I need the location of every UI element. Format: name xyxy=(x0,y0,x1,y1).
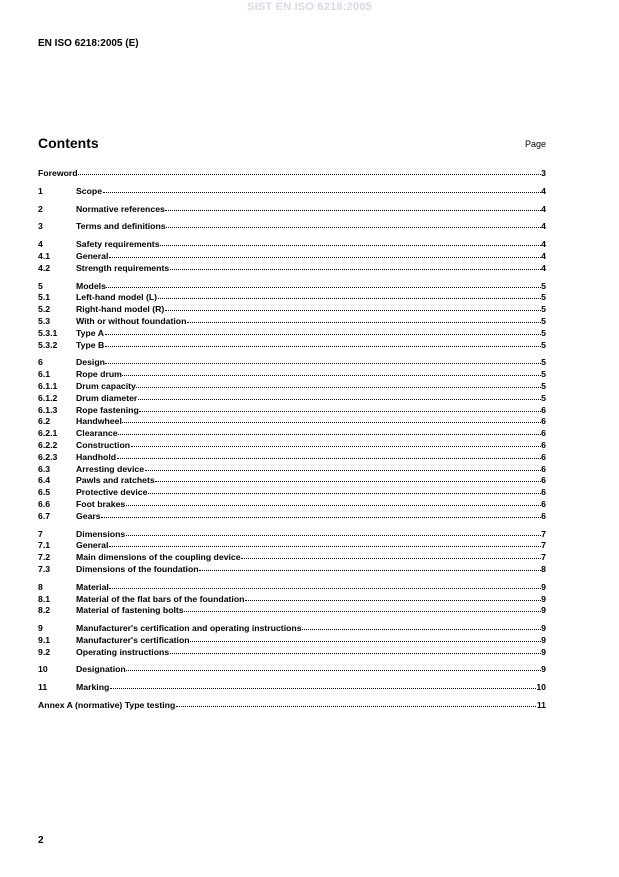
toc-entry-number: 10 xyxy=(38,664,48,675)
toc-entry-title: Strength requirements xyxy=(76,262,170,273)
toc-entry-number: 6.4 xyxy=(38,475,51,486)
toc-entry-number: 6.3 xyxy=(38,463,51,474)
toc-entry-number: 6.6 xyxy=(38,498,51,509)
toc-entry-number: 6.1 xyxy=(38,369,51,380)
toc-group xyxy=(38,623,546,658)
toc-entry-number: 6.7 xyxy=(38,510,51,521)
toc-entry-page: 5 xyxy=(541,280,546,291)
toc-entry-page: 6 xyxy=(541,498,546,509)
toc-entry-title: Handhold xyxy=(76,451,117,462)
toc-entry-number: 5.3 xyxy=(38,315,51,326)
toc-group xyxy=(38,221,546,233)
toc-entry-page: 8 xyxy=(541,563,546,574)
dot-leader xyxy=(170,268,541,270)
dot-leader xyxy=(176,705,537,707)
toc-entry-page: 5 xyxy=(541,369,546,380)
toc-entry-title: With or without foundation xyxy=(76,315,187,326)
toc-entry-page: 9 xyxy=(541,581,546,592)
toc-entry[interactable] xyxy=(38,168,546,180)
toc-entry-title: Dimensions of the foundation xyxy=(76,563,199,574)
toc-entry-number: 5.3.2 xyxy=(38,339,58,350)
toc-entry-number: 6.1.2 xyxy=(38,392,58,403)
toc-entry-title: Type B xyxy=(76,339,105,350)
toc-entry-page: 4 xyxy=(541,221,546,232)
dot-leader xyxy=(187,321,541,323)
toc-entry[interactable] xyxy=(38,304,546,316)
toc-entry-page: 6 xyxy=(541,510,546,521)
toc-entry[interactable] xyxy=(38,440,546,452)
toc-entry[interactable] xyxy=(38,647,546,659)
toc-entry-page: 10 xyxy=(536,682,546,693)
toc-entry-number: 4 xyxy=(38,239,43,250)
toc-entry-number: 5.1 xyxy=(38,292,51,303)
toc-entry-title: Gears xyxy=(76,510,101,521)
toc-group xyxy=(38,168,546,180)
toc-entry-page: 4 xyxy=(541,250,546,261)
document-id: EN ISO 6218:2005 (E) xyxy=(38,38,139,49)
toc-entry[interactable] xyxy=(38,664,546,676)
toc-entry-page: 5 xyxy=(541,292,546,303)
toc-entry-title: Type A xyxy=(76,327,104,338)
toc-entry-number: 9.2 xyxy=(38,646,51,657)
page-number: 2 xyxy=(38,835,44,846)
dot-leader xyxy=(122,374,540,376)
toc-group xyxy=(38,204,546,216)
toc-entry-page: 5 xyxy=(541,327,546,338)
toc-entry-title: Construction xyxy=(76,439,131,450)
toc-entry[interactable] xyxy=(38,475,546,487)
toc-entry[interactable] xyxy=(38,186,546,198)
toc-entry-page: 5 xyxy=(541,315,546,326)
toc-entry-title: General xyxy=(76,540,109,551)
toc-entry-title: Normative references xyxy=(76,203,165,214)
toc-entry-page: 7 xyxy=(541,540,546,551)
toc-entry-page: 6 xyxy=(541,416,546,427)
dot-leader xyxy=(148,492,541,494)
dot-leader xyxy=(126,504,541,506)
dot-leader xyxy=(110,687,536,689)
toc-group xyxy=(38,357,546,522)
toc-entry-page: 6 xyxy=(541,439,546,450)
toc-entry[interactable] xyxy=(38,529,546,541)
toc-entry[interactable] xyxy=(38,263,546,275)
toc-entry-number: 9.1 xyxy=(38,634,51,645)
toc-entry[interactable] xyxy=(38,292,546,304)
dot-leader xyxy=(138,398,541,400)
toc-entry[interactable] xyxy=(38,464,546,476)
toc-entry-title: Clearance xyxy=(76,428,118,439)
dot-leader xyxy=(101,516,541,518)
dot-leader xyxy=(241,557,541,559)
toc-entry[interactable] xyxy=(38,499,546,511)
toc-entry-title: Design xyxy=(76,357,105,368)
toc-entry-number: 1 xyxy=(38,185,43,196)
toc-entry[interactable] xyxy=(38,369,546,381)
toc-entry[interactable] xyxy=(38,204,546,216)
toc-entry-number: 3 xyxy=(38,221,43,232)
toc-entry-number: 7.2 xyxy=(38,552,51,563)
toc-group xyxy=(38,186,546,198)
toc-entry-title: Safety requirements xyxy=(76,239,160,250)
dot-leader xyxy=(166,226,541,228)
toc-entry-page: 9 xyxy=(541,664,546,675)
toc-entry-title: Rope drum xyxy=(76,369,122,380)
toc-entry[interactable] xyxy=(38,281,546,293)
toc-entry-number: 6 xyxy=(38,357,43,368)
toc-entry-title: Dimensions xyxy=(76,528,126,539)
toc-entry[interactable] xyxy=(38,511,546,523)
dot-leader xyxy=(118,433,541,435)
toc-entry-title: Manufacturer's certification and operating instructions xyxy=(76,623,302,634)
dot-leader xyxy=(126,669,540,671)
dot-leader xyxy=(145,469,541,471)
toc-entry-number: 5.2 xyxy=(38,304,51,315)
toc-entry[interactable] xyxy=(38,452,546,464)
toc-entry[interactable] xyxy=(38,623,546,635)
toc-entry[interactable] xyxy=(38,487,546,499)
dot-leader xyxy=(245,599,541,601)
toc-entry[interactable] xyxy=(38,328,546,340)
toc-entry[interactable] xyxy=(38,552,546,564)
toc-entry-page: 4 xyxy=(541,203,546,214)
toc-entry-title: Right-hand model (R) xyxy=(76,304,165,315)
toc-entry[interactable] xyxy=(38,405,546,417)
toc-entry-page: 6 xyxy=(541,451,546,462)
dot-leader xyxy=(199,569,541,571)
toc-entry[interactable] xyxy=(38,635,546,647)
toc-entry-page: 6 xyxy=(541,487,546,498)
toc-entry-page: 9 xyxy=(541,593,546,604)
toc-entry-page: 6 xyxy=(541,475,546,486)
toc-entry-title: Rope fastening xyxy=(76,404,139,415)
toc-entry-title: Main dimensions of the coupling device xyxy=(76,552,241,563)
toc-entry-page: 4 xyxy=(541,239,546,250)
toc-entry-title: Manufacturer's certification xyxy=(76,634,190,645)
toc-entry[interactable] xyxy=(38,605,546,617)
toc-entry-title: Models xyxy=(76,280,106,291)
toc-entry[interactable] xyxy=(38,239,546,251)
toc-entry-page: 6 xyxy=(541,404,546,415)
dot-leader xyxy=(136,386,540,388)
toc-entry-number: 6.2.3 xyxy=(38,451,58,462)
toc-entry-page: 5 xyxy=(541,304,546,315)
toc-entry[interactable] xyxy=(38,594,546,606)
toc-entry-page: 6 xyxy=(541,463,546,474)
toc-entry-title: Scope xyxy=(76,185,103,196)
toc-entry-page: 7 xyxy=(541,552,546,563)
dot-leader xyxy=(155,480,540,482)
toc-entry[interactable] xyxy=(38,393,546,405)
toc-entry-title: Material of the flat bars of the foundation xyxy=(76,593,245,604)
dot-leader xyxy=(122,421,540,423)
toc-entry-title: Material xyxy=(76,581,109,592)
toc-entry-title: Handwheel xyxy=(76,416,122,427)
toc-entry-number: 7.3 xyxy=(38,563,51,574)
dot-leader xyxy=(109,545,541,547)
dot-leader xyxy=(158,297,541,299)
toc-entry[interactable] xyxy=(38,340,546,352)
toc-entry-page: 5 xyxy=(541,357,546,368)
toc-entry-number: 6.2.2 xyxy=(38,439,58,450)
toc-entry-page: 3 xyxy=(541,168,546,178)
toc-entry[interactable] xyxy=(38,564,546,576)
toc-group xyxy=(38,700,546,712)
toc-entry-title: General xyxy=(76,250,109,261)
toc-group xyxy=(38,239,546,274)
toc-entry-page: 5 xyxy=(541,392,546,403)
dot-leader xyxy=(78,173,541,175)
toc-entry-title: Terms and definitions xyxy=(76,221,166,232)
toc-entry[interactable] xyxy=(38,381,546,393)
dot-leader xyxy=(160,244,541,246)
dot-leader xyxy=(109,256,541,258)
toc-entry-page: 9 xyxy=(541,646,546,657)
toc-entry-page: 9 xyxy=(541,605,546,616)
toc-entry-number: 8 xyxy=(38,581,43,592)
toc-entry-page: 5 xyxy=(541,339,546,350)
toc-group xyxy=(38,281,546,352)
toc-entry-page: 9 xyxy=(541,623,546,634)
watermark: SIST EN ISO 6218:2005 xyxy=(247,1,372,13)
toc-entry-title: Marking xyxy=(76,682,110,693)
toc-entry[interactable] xyxy=(38,416,546,428)
toc-entry[interactable] xyxy=(38,682,546,694)
dot-leader xyxy=(165,209,540,211)
table-of-contents xyxy=(38,168,546,718)
toc-entry-title: Operating instructions xyxy=(76,646,170,657)
toc-entry-title: Designation xyxy=(76,664,126,675)
toc-entry-number: 6.2 xyxy=(38,416,51,427)
toc-entry-page: 9 xyxy=(541,634,546,645)
toc-entry[interactable] xyxy=(38,700,546,712)
toc-entry-title: Drum capacity xyxy=(76,380,136,391)
toc-entry-page: 7 xyxy=(541,528,546,539)
toc-entry-title: Foreword xyxy=(38,168,78,178)
toc-entry-number: 8.1 xyxy=(38,593,51,604)
toc-entry-number: 7.1 xyxy=(38,540,51,551)
dot-leader xyxy=(131,445,541,447)
dot-leader xyxy=(105,333,541,335)
toc-entry-title: Drum diameter xyxy=(76,392,138,403)
toc-entry-title: Material of fastening bolts xyxy=(76,605,184,616)
toc-entry[interactable] xyxy=(38,251,546,263)
toc-entry-title: Arresting device xyxy=(76,463,145,474)
toc-entry-page: 6 xyxy=(541,428,546,439)
toc-entry-title: Annex A (normative) Type testing xyxy=(38,700,176,711)
toc-entry-title: Left-hand model (L) xyxy=(76,292,158,303)
toc-entry-number: 4.2 xyxy=(38,262,51,273)
toc-entry-page: 11 xyxy=(536,700,546,711)
toc-group xyxy=(38,664,546,676)
dot-leader xyxy=(105,345,541,347)
toc-entry-number: 9 xyxy=(38,623,43,634)
toc-entry[interactable] xyxy=(38,428,546,440)
toc-group xyxy=(38,582,546,617)
page-column-heading: Page xyxy=(524,139,546,149)
dot-leader xyxy=(165,309,541,311)
dot-leader xyxy=(190,640,541,642)
toc-entry[interactable] xyxy=(38,357,546,369)
toc-entry-number: 11 xyxy=(38,682,48,693)
toc-entry-number: 6.2.1 xyxy=(38,428,58,439)
dot-leader xyxy=(302,628,541,630)
toc-group xyxy=(38,529,546,576)
toc-entry-page: 4 xyxy=(541,185,546,196)
toc-entry-number: 5 xyxy=(38,280,43,291)
toc-entry-page: 4 xyxy=(541,262,546,273)
toc-entry-title: Foot brakes xyxy=(76,498,126,509)
toc-entry[interactable] xyxy=(38,316,546,328)
dot-leader xyxy=(170,652,541,654)
contents-heading: Contents xyxy=(38,135,99,151)
dot-leader xyxy=(184,610,541,612)
dot-leader xyxy=(109,587,540,589)
toc-entry-title: Pawls and ratchets xyxy=(76,475,155,486)
toc-group xyxy=(38,682,546,694)
toc-entry-number: 6.1.1 xyxy=(38,380,58,391)
dot-leader xyxy=(117,457,541,459)
toc-entry[interactable] xyxy=(38,582,546,594)
toc-entry-number: 6.1.3 xyxy=(38,404,58,415)
dot-leader xyxy=(139,410,540,412)
toc-entry[interactable] xyxy=(38,221,546,233)
toc-entry[interactable] xyxy=(38,540,546,552)
dot-leader xyxy=(105,362,540,364)
toc-entry-number: 2 xyxy=(38,203,43,214)
toc-entry-number: 8.2 xyxy=(38,605,51,616)
toc-entry-number: 4.1 xyxy=(38,250,51,261)
toc-entry-title: Protective device xyxy=(76,487,148,498)
toc-entry-page: 5 xyxy=(541,380,546,391)
dot-leader xyxy=(106,286,540,288)
toc-entry-number: 6.5 xyxy=(38,487,51,498)
dot-leader xyxy=(103,191,541,193)
toc-entry-number: 5.3.1 xyxy=(38,327,58,338)
toc-entry-number: 7 xyxy=(38,528,43,539)
dot-leader xyxy=(126,534,541,536)
